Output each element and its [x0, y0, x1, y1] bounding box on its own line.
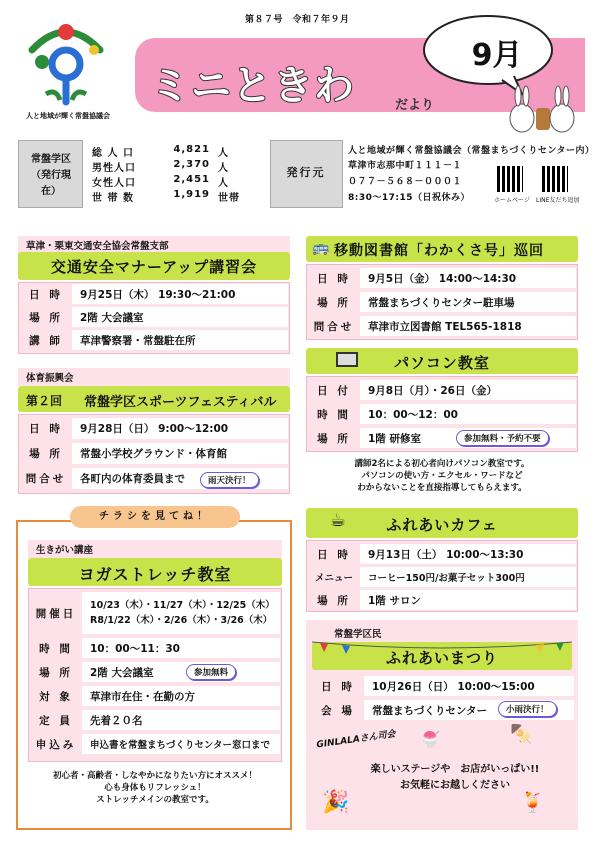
traffic-row-lecturer: 講 師 草津警察署・常盤駐在所: [20, 330, 288, 350]
homepage-qr-icon[interactable]: [497, 166, 523, 192]
festival-title: ふれあいまつり: [385, 649, 498, 667]
yoga-row-dates: 開催日 10/23（木）・11/27（木）・12/25（木） R8/1/22（木）・2/26（木）・3/26（木）: [30, 592, 280, 634]
library-row-contact: 問合せ 草津市立図書館 TEL565-1818: [308, 316, 576, 336]
yoga-row-time: 時 間 10：00～11：30: [30, 638, 280, 658]
sports-title: 常盤学区スポーツフェスティバル: [84, 395, 277, 410]
yoga-dates-line-2: R8/1/22（木）・2/26（木）・3/26（木）: [90, 615, 273, 626]
homepage-caption: ホームページ: [494, 197, 530, 204]
newsletter-subtitle: だより: [395, 98, 435, 113]
pc-note-line-2: パソコンの使い方・エクセル・ワードなど: [361, 471, 523, 481]
households-row: 世 帯 数 1,919 世帯: [92, 189, 240, 204]
yoga-dates-line-1: 10/23（木）・11/27（木）・12/25（木）: [90, 600, 275, 611]
publisher-name: 人と地域が輝く常盤協議会（常盤まちづくりセンター内）: [348, 146, 595, 156]
cafe-title: ふれあいカフェ: [386, 516, 498, 534]
traffic-title: 交通安全マナーアップ講習会: [50, 258, 258, 276]
logo-caption: 人と地域が輝く常盤協議会: [26, 112, 110, 120]
festival-row-venue: 会 場 常盤まちづくりセンター: [312, 700, 574, 720]
yoga-row-target: 対 象 草津市在住・在勤の方: [30, 686, 280, 706]
as-of-note: （発行現在）: [31, 170, 71, 197]
flyer-callout: チラシを見てね！: [70, 506, 240, 528]
publisher-hours: 8:30～17:15（日祝休み）: [348, 193, 471, 203]
pc-note-line-1: 講師2名による初心者向けパソコン教室です。: [354, 459, 530, 469]
pc-row-place: 場 所 1階 研修室: [308, 428, 576, 448]
publisher-phone: ０７７－５６８－０００１: [348, 177, 463, 187]
sports-row-datetime: 日 時 9月28日（日） 9:00～12:00: [20, 418, 288, 439]
sports-title-prefix: 第２回: [26, 394, 63, 408]
male-row: 男性人口 2,370 人: [92, 159, 229, 174]
pc-row-date: 日 付 9月8日（月）・26日（金）: [308, 380, 576, 400]
festival-note-line-1: 楽しいステージや お店がいっぱい!!: [370, 764, 540, 775]
mc-label: GINLALAさん司会: [315, 729, 397, 751]
pc-free-badge: 参加無料・予約不要: [456, 430, 549, 446]
pc-title: パソコン教室: [394, 354, 490, 372]
cafe-row-place: 場 所 1階 サロン: [308, 590, 576, 610]
cafe-row-datetime: 日 時 9月13日（土） 10:00～13:30: [308, 544, 576, 564]
issue-number: 第８７号 令和７年９月: [245, 15, 350, 25]
publisher-label: 発行元: [286, 166, 326, 179]
yoga-row-capacity: 定 員 先着２０名: [30, 710, 280, 730]
yoga-row-place: 場 所 2階 大会議室: [30, 662, 280, 682]
sports-row-place: 場 所 常盤小学校グラウンド・体育館: [20, 443, 288, 464]
festival-org: 常盤学区民: [334, 629, 382, 640]
yoga-note-line-2: 心も身体もリフレッシュ！: [104, 783, 206, 793]
district-name: 常盤学区: [31, 154, 71, 165]
yoga-row-apply: 申込み 申込書を常盤まちづくりセンター窓口まで: [30, 734, 280, 754]
light-rain-badge: 小雨決行！: [498, 701, 557, 717]
library-row-datetime: 日 時 9月5日（金） 14:00～14:30: [308, 268, 576, 288]
pc-row-time: 時 間 10：00～12：00: [308, 404, 576, 424]
population-row: 総 人 口 4,821 人: [92, 144, 229, 159]
newsletter-title: ミニときわ: [150, 63, 355, 109]
yoga-note-line-3: ストレッチメインの教室です。: [96, 795, 214, 805]
rain-or-shine-badge: 雨天決行！: [200, 472, 259, 488]
festival-note-line-2: お気軽にお越しください: [400, 780, 510, 791]
demographics-label: [24, 152, 78, 200]
traffic-row-datetime: 日 時 9月25日（木） 19:30～21:00: [20, 284, 288, 304]
yoga-free-badge: 参加無料: [186, 664, 236, 680]
festival-row-datetime: 日 時 10月26日（日） 10:00～15:00: [312, 676, 574, 696]
female-row: 女性人口 2,451 人: [92, 174, 229, 189]
yoga-note-line-1: 初心者・高齢者・しなやかになりたい方にオススメ！: [53, 771, 257, 781]
council-logo: [12, 10, 120, 122]
pc-note-line-3: わからないことを直接指導してもらえます。: [357, 483, 527, 493]
drinks-illustration: 🍹: [520, 790, 545, 814]
month-label: 9月: [471, 38, 523, 73]
shaved-ice-icon: 🍧: [420, 730, 440, 749]
yoga-org: 生きがい講座: [28, 540, 282, 558]
line-caption: LINE友だち追加: [536, 197, 580, 204]
sports-row-contact: 問合せ 各町内の体育委員まで: [20, 468, 288, 489]
yoga-note: [28, 770, 282, 806]
coffee-cup-icon: ☕: [330, 510, 347, 531]
yoga-title: ヨガストレッチ教室: [78, 565, 232, 584]
pc-note: [306, 458, 578, 494]
rabbits-illustration: [500, 82, 584, 136]
library-title: 移動図書館「わかくさ号」巡回: [334, 243, 544, 259]
sports-org: 体育振興会: [18, 368, 290, 386]
performers-illustration: 🎉: [322, 790, 350, 815]
library-row-place: 場 所 常盤まちづくりセンター駐車場: [308, 292, 576, 312]
publisher-address: 草津市志那中町１１１－１: [348, 161, 463, 171]
takoyaki-icon: 🍢: [510, 724, 533, 745]
cafe-row-menu: メニュー コーヒー150円/お菓子セット300円: [308, 567, 576, 587]
traffic-org: 草津・栗東交通安全協会常盤支部: [18, 236, 290, 254]
bus-icon: 🚌: [312, 240, 330, 256]
traffic-row-place: 場 所 2階 大会議室: [20, 307, 288, 327]
line-qr-icon[interactable]: [542, 166, 568, 192]
